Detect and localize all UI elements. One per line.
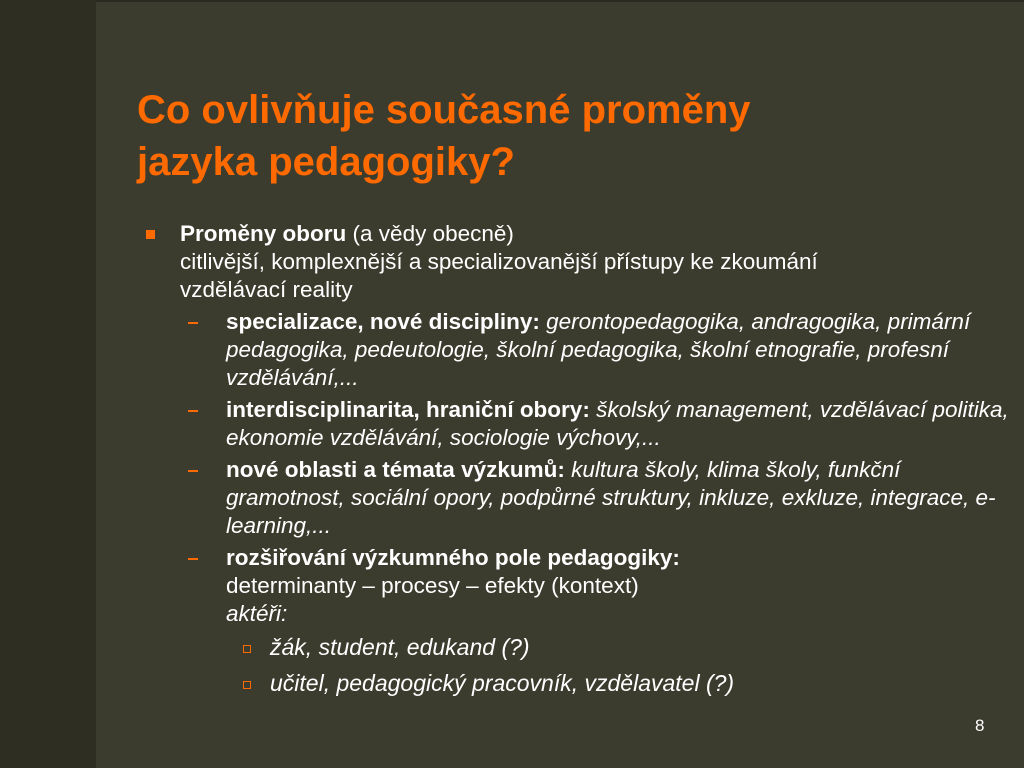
- actor-label: žák, student, edukand (?): [270, 634, 530, 660]
- sub-item-examples: kultura školy, klima školy, funkční gramotnost, sociální opory, podpůrné struktury, inkluze, exkluze, integrace, e-learning,...: [226, 457, 996, 538]
- actor-label: učitel, pedagogický pracovník, vzdělavatel (?): [270, 670, 735, 696]
- sub-item-examples: gerontopedagogika, andragogika, primární pedagogika, pedeutologie, školní pedagogika, školní etnografie, profesní vzdělávání,...: [226, 309, 971, 390]
- sub-item-line-3: aktéři:: [226, 601, 288, 626]
- sub-item-heading: nové oblasti a témata výzkumů:: [226, 457, 565, 482]
- sub-item-heading: specializace, nové discipliny:: [226, 309, 540, 334]
- square-bullet-icon: [146, 230, 155, 239]
- slide-title: [137, 84, 987, 188]
- bullet-item-proměny-oboru: [140, 220, 1010, 304]
- hollow-square-bullet-icon: [243, 681, 251, 689]
- actor-item-student: [140, 630, 1010, 664]
- sub-item-heading: rozšiřování výzkumného pole pedagogiky:: [226, 545, 680, 570]
- hollow-square-bullet-icon: [243, 645, 251, 653]
- title-line-1: Co ovlivňuje současné proměny: [137, 88, 751, 132]
- actor-item-teacher: [140, 666, 1010, 700]
- item-paren: (a vědy obecně): [352, 221, 514, 246]
- dash-bullet-icon: [188, 322, 198, 324]
- top-divider: [96, 0, 1024, 2]
- dash-bullet-icon: [188, 558, 198, 560]
- sub-item-nove-oblasti: [140, 456, 1010, 540]
- item-line-2: citlivější, komplexnější a specializovanější přístupy ke zkoumání: [180, 249, 818, 274]
- page-number: 8: [975, 716, 985, 735]
- sub-item-specializace: [140, 308, 1010, 392]
- dash-bullet-icon: [188, 470, 198, 472]
- sub-item-interdisciplinarita: [140, 396, 1010, 452]
- dash-bullet-icon: [188, 410, 198, 412]
- sub-item-heading: interdisciplinarita, hraniční obory:: [226, 397, 590, 422]
- sub-item-line-2: determinanty – procesy – efekty (kontext): [226, 573, 639, 598]
- left-decorative-band: [0, 0, 96, 768]
- sub-item-rozsirovani: [140, 544, 1010, 628]
- item-heading: Proměny oboru: [180, 221, 347, 246]
- sub-item-examples: školský management, vzdělávací politika, ekonomie vzdělávání, sociologie výchovy,...: [226, 397, 1009, 450]
- title-line-2: jazyka pedagogiky?: [137, 140, 515, 184]
- item-line-3: vzdělávací reality: [180, 277, 353, 302]
- slide-content: [140, 220, 1010, 700]
